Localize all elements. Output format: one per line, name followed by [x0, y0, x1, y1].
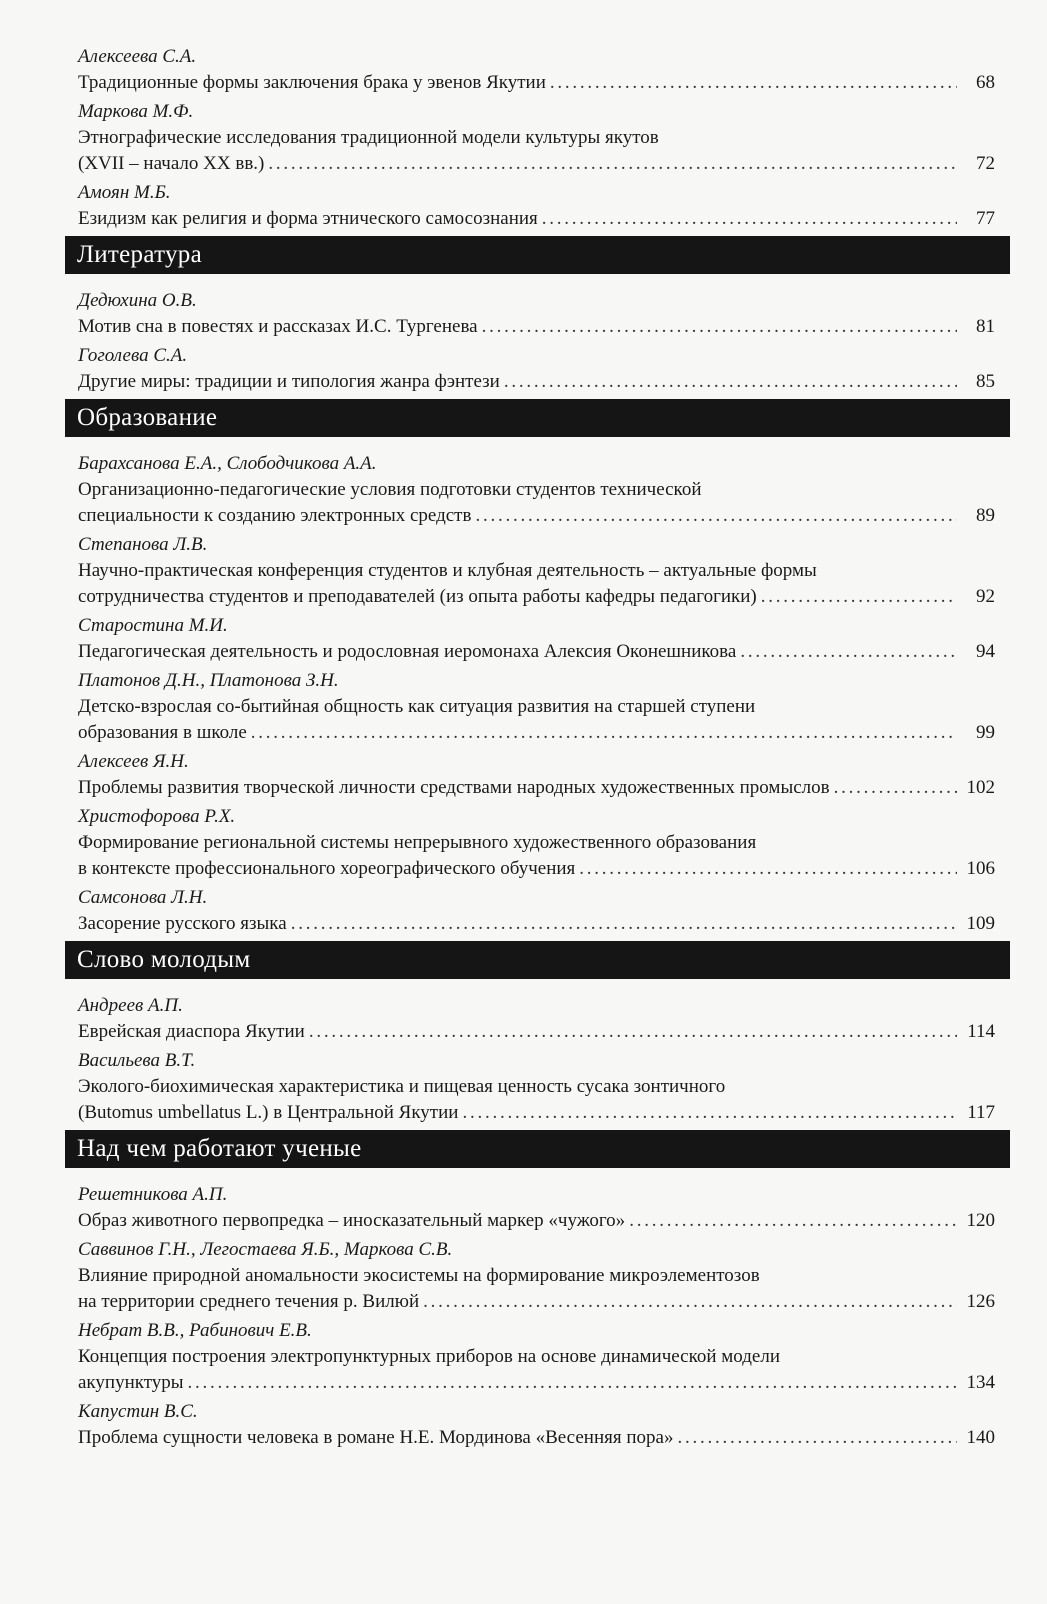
dot-leader: [309, 1019, 957, 1045]
entry-title-line: Образ животного первопредка – иносказательный маркер «чужого»: [78, 1210, 626, 1231]
entry-title-last-line: [78, 856, 995, 882]
dot-leader: [251, 720, 957, 746]
entry-title-line: акупунктуры: [78, 1372, 184, 1393]
entry-title-line: Формирование региональной системы непрерывного художественного образования: [78, 832, 757, 853]
table-of-contents: [65, 44, 1010, 1454]
page-number: 94: [976, 641, 995, 662]
entry-author: Гоголева С.А.: [78, 345, 188, 366]
entry-title-line: Педагогическая деятельность и родословная иеромонаха Алексия Оконешникова: [78, 641, 737, 662]
dot-leader: [740, 639, 957, 665]
entry-title-line: Традиционные формы заключения брака у эвенов Якутии: [78, 72, 546, 93]
page-number: 134: [966, 1372, 995, 1393]
entry-title-last-line: [78, 1208, 995, 1234]
section-heading: Слово молодым: [65, 941, 1010, 979]
entry-title-line: (Butomus umbellatus L.) в Центральной Якутии: [78, 1102, 459, 1123]
page-number: 120: [966, 1210, 995, 1231]
entry-title-line: Еврейская диаспора Якутии: [78, 1021, 305, 1042]
dot-leader: [462, 1100, 957, 1126]
toc-entry[interactable]: [65, 99, 1010, 177]
toc-entry[interactable]: [65, 1399, 1010, 1451]
entry-author: Платонов Д.Н., Платонова З.Н.: [78, 670, 339, 691]
entry-author: Саввинов Г.Н., Легостаева Я.Б., Маркова С.В.: [78, 1239, 453, 1260]
dot-leader: [423, 1289, 956, 1315]
page-number: 114: [967, 1021, 995, 1042]
toc-entry[interactable]: [65, 1237, 1010, 1315]
page-number: 106: [966, 858, 995, 879]
entry-author: Алексеева С.А.: [78, 46, 197, 67]
entry-title-line: специальности к созданию электронных средств: [78, 505, 472, 526]
page-number: 99: [976, 722, 995, 743]
entry-title-line: (XVII – начало XX вв.): [78, 153, 265, 174]
entry-author: Васильева В.Т.: [78, 1050, 196, 1071]
dot-leader: [482, 314, 957, 340]
entry-author: Амоян М.Б.: [78, 182, 171, 203]
entry-title-line: Детско-взрослая со-бытийная общность как ситуация развития на старшей ступени: [78, 696, 756, 717]
entry-title-last-line: [78, 1425, 995, 1451]
entry-title-last-line: [78, 314, 995, 340]
entry-author: Степанова Л.В.: [78, 534, 208, 555]
entry-title-last-line: [78, 720, 995, 746]
entry-title-line: на территории среднего течения р. Вилюй: [78, 1291, 420, 1312]
entry-title-last-line: [78, 775, 995, 801]
dot-leader: [504, 369, 957, 395]
page-number: 109: [966, 913, 995, 934]
toc-entry[interactable]: [65, 668, 1010, 746]
toc-entry[interactable]: [65, 1318, 1010, 1396]
entry-author: Капустин В.С.: [78, 1401, 198, 1422]
section-heading: Литература: [65, 236, 1010, 274]
toc-entry[interactable]: [65, 993, 1010, 1045]
entry-title-line: Эколого-биохимическая характеристика и пищевая ценность сусака зонтичного: [78, 1076, 726, 1097]
page-number: 117: [967, 1102, 995, 1123]
entry-title-last-line: [78, 369, 995, 395]
page-number: 140: [966, 1427, 995, 1448]
entry-title-last-line: [78, 151, 995, 177]
entry-title-line: Влияние природной аномальности экосистемы на формирование микроэлементозов: [78, 1265, 760, 1286]
toc-entry[interactable]: [65, 885, 1010, 937]
entry-title-line: Проблемы развития творческой личности средствами народных художественных промыслов: [78, 777, 830, 798]
entry-title-last-line: [78, 584, 995, 610]
entry-author: Андреев А.П.: [78, 995, 183, 1016]
entry-author: Христофорова Р.Х.: [78, 806, 236, 827]
toc-entry[interactable]: [65, 180, 1010, 232]
entry-title-line: Мотив сна в повестях и рассказах И.С. Тургенева: [78, 316, 478, 337]
entry-title-line: Другие миры: традиции и типология жанра фэнтези: [78, 371, 500, 392]
toc-entry[interactable]: [65, 44, 1010, 96]
page-number: 81: [976, 316, 995, 337]
entry-author: Барахсанова Е.А., Слободчикова А.А.: [78, 453, 377, 474]
dot-leader: [550, 70, 957, 96]
dot-leader: [761, 584, 957, 610]
entry-title-last-line: [78, 639, 995, 665]
toc-entry[interactable]: [65, 343, 1010, 395]
entry-author: Самсонова Л.Н.: [78, 887, 208, 908]
dot-leader: [268, 151, 957, 177]
toc-entry[interactable]: [65, 1048, 1010, 1126]
entry-title-line: образования в школе: [78, 722, 247, 743]
toc-entry[interactable]: [65, 532, 1010, 610]
entry-title-line: Научно-практическая конференция студентов и клубная деятельность – актуальные формы: [78, 560, 817, 581]
entry-author: Алексеев Я.Н.: [78, 751, 189, 772]
entry-author: Маркова М.Ф.: [78, 101, 194, 122]
entry-title-last-line: [78, 911, 995, 937]
section-heading: Над чем работают ученые: [65, 1130, 1010, 1168]
entry-title-last-line: [78, 1100, 995, 1126]
entry-title-last-line: [78, 1370, 995, 1396]
entry-title-last-line: [78, 1289, 995, 1315]
entry-title-line: Езидизм как религия и форма этнического самосознания: [78, 208, 538, 229]
entry-author: Дедюхина О.В.: [78, 290, 197, 311]
dot-leader: [542, 206, 957, 232]
entry-title-line: в контексте профессионального хореографического обучения: [78, 858, 576, 879]
toc-entry[interactable]: [65, 1182, 1010, 1234]
dot-leader: [834, 775, 957, 801]
page-number: 85: [976, 371, 995, 392]
entry-title-line: Концепция построения электропунктурных приборов на основе динамической модели: [78, 1346, 781, 1367]
section-heading: Образование: [65, 399, 1010, 437]
entry-author: Небрат В.В., Рабинович Е.В.: [78, 1320, 312, 1341]
page-number: 72: [976, 153, 995, 174]
entry-title-line: Проблема сущности человека в романе Н.Е. Мординова «Весенняя пора»: [78, 1427, 674, 1448]
entry-title-line: Засорение русского языка: [78, 913, 287, 934]
entry-title-last-line: [78, 1019, 995, 1045]
page-number: 89: [976, 505, 995, 526]
entry-title-line: Организационно-педагогические условия подготовки студентов технической: [78, 479, 702, 500]
dot-leader: [579, 856, 956, 882]
dot-leader: [629, 1208, 956, 1234]
dot-leader: [291, 911, 957, 937]
toc-entry[interactable]: [65, 613, 1010, 665]
page-number: 77: [976, 208, 995, 229]
toc-entry[interactable]: [65, 451, 1010, 529]
page-number: 92: [976, 586, 995, 607]
entry-author: Старостина М.И.: [78, 615, 228, 636]
entry-author: Решетникова А.П.: [78, 1184, 228, 1205]
entry-title-line: сотрудничества студентов и преподавателей (из опыта работы кафедры педагогики): [78, 586, 757, 607]
entry-title-last-line: [78, 503, 995, 529]
toc-entry[interactable]: [65, 804, 1010, 882]
dot-leader: [188, 1370, 957, 1396]
dot-leader: [475, 503, 957, 529]
toc-entry[interactable]: [65, 288, 1010, 340]
page-number: 102: [966, 777, 995, 798]
toc-entry[interactable]: [65, 749, 1010, 801]
page-number: 68: [976, 72, 995, 93]
entry-title-line: Этнографические исследования традиционной модели культуры якутов: [78, 127, 659, 148]
entry-title-last-line: [78, 70, 995, 96]
page-number: 126: [966, 1291, 995, 1312]
dot-leader: [677, 1425, 956, 1451]
entry-title-last-line: [78, 206, 995, 232]
